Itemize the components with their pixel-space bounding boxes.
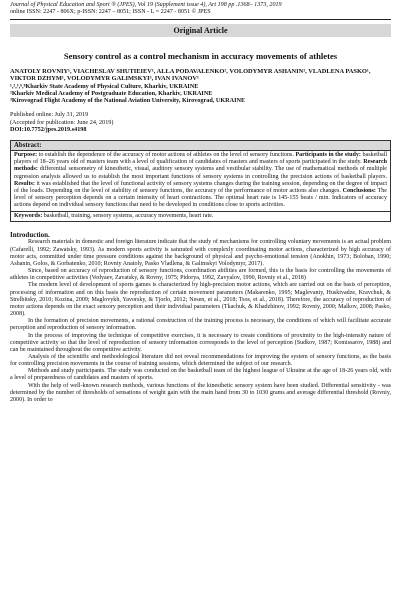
- abstract-heading: Abstract:: [11, 141, 390, 151]
- intro-paragraph: In the process of improving the technique of competitive exercises, it is necessary to create conditions of proximity to the high-intensity nature of competitive activity so that the level of reproduction of sensory information corresponds to the level of perception (Sudkov, 1987; Komissarov, 1988) and can be maintained throughout the competitive activity.: [10, 332, 391, 353]
- doi-link[interactable]: DOI:10.7752/jpes.2019.s4198: [10, 125, 87, 133]
- conclusions-label: Conclusions:: [342, 187, 376, 194]
- publication-dates: [10, 111, 391, 133]
- keywords-row: [11, 211, 390, 221]
- issn-line: online ISSN: 2247 - 806X; p-ISSN: 2247 – 8051; ISSN - L = 2247 - 8051 © JPES: [10, 9, 211, 16]
- article-title: Sensory control as a control mechanism in accuracy movements of athletes: [63, 50, 338, 61]
- journal-citation: Journal of Physical Education and Sport ® (JPES), Vol 19 (Supplement issue 4), Art 198 pp .1368– 1373, 2019: [10, 2, 282, 8]
- introduction-heading: Introduction.: [10, 231, 50, 240]
- results-label: Results:: [14, 180, 35, 187]
- intro-paragraph: In the formation of precision movements, a rational construction of the training process is necessary, the conditions of which will facilitate accurate perception and reproduction of sensory information.: [10, 318, 391, 332]
- author-list: ANATOLY ROVNIY¹, VIACHESLAV SHUTIEIEV¹, ALLA PODAVALENKO², VOLODYMYR ASHANIN¹, VLADLENA PASKO¹, VIKTOR DZHYM¹, VOLODYMYR GALIMSKYI³, IVAN IVANOV¹: [10, 67, 371, 83]
- affiliation-1: ¹,²,⁵,⁶,⁸Kharkiv State Academy of Physical Culture, Kharkiv, UKRAINE: [10, 82, 199, 90]
- header-rule: [10, 19, 391, 20]
- methods-text: differential sensometry of kinesthetic, visual, auditory sensory systems and vestibular stability. The use of mathematical methods of multiple regression analysis allowed us to establish the most important functions of sensory systems in controlling the precision actions of basketball players.: [14, 166, 387, 180]
- abstract-box: [10, 140, 391, 222]
- intro-paragraph: Research materials in domestic and foreign literature indicate that the study of mechanisms for controlling voluntary movements is an actual problem (Cafarelli, 1992; Zawatsky, 1993). As modern sports activity is saturated with complexly coordinating motor actions, characterized by high accuracy of motor acts, committed under time pressure conditions against the background of physical and psycho-emotional tension (Anokhin, 1973; Boloban, 1990; Ashanin, Golos, & Gorbatenko, 2010; Rovniy Anatoly, Pasko Vladlena, & Galimskyi Volodymyr, 2017).: [10, 239, 391, 267]
- accepted-date: (Accepted for publication: June 24, 2019): [10, 118, 114, 126]
- conclusions-text: The level of sensory perception depends on a certain intensity of heart contractions. The optimal heart rate is 145-155 beats / min. Indicators of accuracy actions depend on individual sensory functions that need to be developed in conditions close to sports activities.: [14, 187, 387, 209]
- keywords-text: basketball, training, sensory systems, accuracy movements, heart rate.: [42, 213, 214, 220]
- participants-label: Participants in the study:: [295, 152, 361, 159]
- published-date: Published online: July 31, 2019: [10, 111, 89, 119]
- keywords-label: Keywords:: [14, 213, 43, 220]
- affiliation-3: ³Kirovograd Flight Academy of the National Aviation University, Kirovograd, UKRAINE: [10, 97, 246, 105]
- intro-paragraph: Analysis of the scientific and methodological literature did not reveal recommendations for improving the system of sensory functions, as the basis for controlling precision movements in the course of training sessions, which determined the subject of our research.: [10, 353, 391, 368]
- article-type-banner: Original Article: [10, 24, 391, 37]
- abstract-body: [11, 151, 390, 211]
- intro-paragraph: Methods and study participants. The study was conducted on the basketball team of the highest league of Ukraine at the age of 18-26 years old, with a level of preparedness of candidates and masters of sports.: [10, 368, 391, 382]
- intro-paragraph: With the help of well-known research methods, various functions of the kinesthetic sensory system have been studied. Differential sensitivity - was determined by the number of thresholds of sensations of weight gain with the main hand from 30 to 1030 grams and average differential threshold (Rovniy, 2000). In order to: [10, 382, 391, 403]
- intro-paragraph: The modern level of development of sports games is characterized by high-precision motor actions, which are carried out on the basis of perception, processing of information and on this basis the reproduction of certain movement parameters (Makarenko, 1995; Maglevaniy, Huskivadze, Kravchuk, & Strelbitsky, 2010; Kozina, 2009; Maglovykh, Yavorsky, & Tjorlo, 2012; Nesen, et al., 2018; Tsos, et al., 2018). Therefore, the accuracy of reproduction of motor actions depends on the exact sensory perception and their individual parameters (Tkachuk, & Khadzhinov, 1992; Rovniy, 2000; Malkov, 2008; Pasko, 2008).: [10, 282, 391, 318]
- intro-paragraph: Since, based on accuracy of reproduction of sensory functions, coordination abilities are formed, this is the basis for controlling the movements of athletes in competitive activities (Vedyaev, Zavatsky, & Rovny, 1975; Pidorya, 1992, Zavyalov, 1990, Rovniy et al., 2018): [10, 268, 391, 282]
- results-text: it was established that the level of functional activity of sensory systems changes during the training session, depending on the degree of impact of the loads. Depending on the level of stability of sensory functions, the accuracy of the performance of motor actions also changes.: [14, 180, 387, 194]
- purpose-label: Purpose:: [14, 152, 38, 159]
- purpose-text: to establish the dependence of the accuracy of motor actions of athletes on the level of sensory functions.: [37, 152, 294, 159]
- methods-label: Research methods:: [14, 159, 388, 173]
- affiliation-2: ²Kharkiv Medical Academy of Postgraduate Education, Kharkiv, UKRAINE: [10, 90, 213, 98]
- participants-text: basketball players of 18–26 years old of masters team with a level of qualification of candidates of masters and masters of sports participated in the study.: [14, 152, 388, 166]
